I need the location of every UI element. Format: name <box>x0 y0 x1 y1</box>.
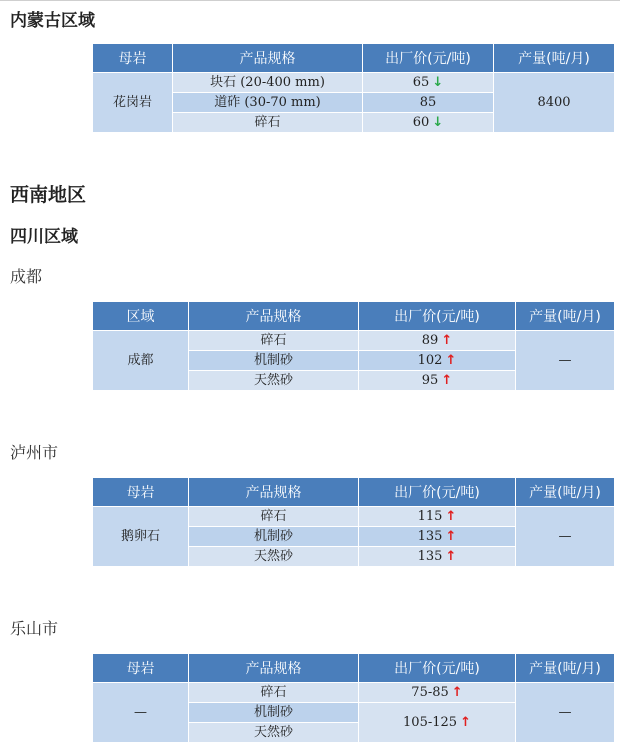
table-row <box>93 683 615 703</box>
price-cell <box>359 703 516 743</box>
price-value: 60 <box>412 114 430 130</box>
header-cell: 产量(吨/月) <box>494 44 615 73</box>
price-value: 105-125 <box>403 714 458 730</box>
price-value: 135 <box>417 548 443 564</box>
table-header-row <box>93 302 615 331</box>
price-value: 65 <box>412 74 430 90</box>
trend-down-icon: ↓ <box>432 74 444 90</box>
table-row <box>93 507 615 527</box>
output-cell: — <box>516 331 615 391</box>
price-cell <box>359 371 516 391</box>
header-cell: 母岩 <box>93 44 173 73</box>
price-cell <box>359 547 516 567</box>
section-heading-inner-mongolia: 内蒙古区域 <box>10 11 95 31</box>
spec-cell: 天然砂 <box>189 723 359 743</box>
price-cell <box>363 93 494 113</box>
spec-cell: 天然砂 <box>189 371 359 391</box>
rock-type-cell: 花岗岩 <box>93 73 173 133</box>
price-table-chengdu <box>92 301 615 391</box>
rock-type-cell: — <box>93 683 189 743</box>
spec-cell: 碎石 <box>189 331 359 351</box>
output-cell: 8400 <box>494 73 615 133</box>
table-header-row <box>93 478 615 507</box>
price-table-leshan <box>92 653 615 743</box>
price-cell <box>359 527 516 547</box>
spec-cell: 碎石 <box>189 683 359 703</box>
spec-cell: 道砟 (30-70 mm) <box>173 93 363 113</box>
header-cell: 出厂价(元/吨) <box>359 478 516 507</box>
region-cell: 成都 <box>93 331 189 391</box>
price-cell <box>363 73 494 93</box>
price-table-luzhou <box>92 477 615 567</box>
price-value: 89 <box>421 332 439 348</box>
spec-cell: 碎石 <box>173 113 363 133</box>
city-heading-leshan: 乐山市 <box>10 619 59 638</box>
header-cell: 产品规格 <box>173 44 363 73</box>
top-divider <box>0 0 620 1</box>
spec-cell: 天然砂 <box>189 547 359 567</box>
price-cell <box>359 507 516 527</box>
header-cell: 产量(吨/月) <box>516 654 615 683</box>
header-cell: 出厂价(元/吨) <box>359 302 516 331</box>
header-cell: 出厂价(元/吨) <box>363 44 494 73</box>
header-cell: 母岩 <box>93 654 189 683</box>
trend-up-icon: ↑ <box>445 528 457 544</box>
price-cell <box>359 683 516 703</box>
table-row <box>93 73 615 93</box>
spec-cell: 机制砂 <box>189 351 359 371</box>
price-value: 95 <box>421 372 439 388</box>
price-cell <box>359 351 516 371</box>
header-cell: 出厂价(元/吨) <box>359 654 516 683</box>
header-cell: 产量(吨/月) <box>516 302 615 331</box>
trend-up-icon: ↑ <box>445 508 457 524</box>
table-row <box>93 331 615 351</box>
price-table-inner-mongolia <box>92 43 615 133</box>
trend-up-icon: ↑ <box>445 548 457 564</box>
price-value: 135 <box>417 528 443 544</box>
trend-up-icon: ↑ <box>460 714 471 730</box>
trend-up-icon: ↑ <box>451 684 463 700</box>
trend-up-icon: ↑ <box>441 372 453 388</box>
price-cell <box>363 113 494 133</box>
price-value: 85 <box>419 94 437 110</box>
price-cell <box>359 331 516 351</box>
output-cell: — <box>516 507 615 567</box>
price-value: 115 <box>417 508 443 524</box>
spec-cell: 碎石 <box>189 507 359 527</box>
price-value: 75-85 <box>411 684 449 700</box>
header-cell: 产品规格 <box>189 478 359 507</box>
trend-down-icon: ↓ <box>432 114 444 130</box>
price-value: 102 <box>417 352 443 368</box>
header-cell: 产量(吨/月) <box>516 478 615 507</box>
rock-type-cell: 鹅卵石 <box>93 507 189 567</box>
header-cell: 母岩 <box>93 478 189 507</box>
region-subheading-sichuan: 四川区域 <box>10 227 78 247</box>
city-heading-chengdu: 成都 <box>10 267 43 286</box>
header-cell: 产品规格 <box>189 302 359 331</box>
header-cell: 产品规格 <box>189 654 359 683</box>
trend-up-icon: ↑ <box>441 332 453 348</box>
spec-cell: 块石 (20-400 mm) <box>173 73 363 93</box>
table-header-row <box>93 654 615 683</box>
header-cell: 区域 <box>93 302 189 331</box>
trend-up-icon: ↑ <box>445 352 457 368</box>
city-heading-luzhou: 泸州市 <box>10 443 59 462</box>
region-heading-southwest: 西南地区 <box>10 184 87 206</box>
output-cell: — <box>516 683 615 743</box>
spec-cell: 机制砂 <box>189 703 359 723</box>
spec-cell: 机制砂 <box>189 527 359 547</box>
table-header-row <box>93 44 615 73</box>
